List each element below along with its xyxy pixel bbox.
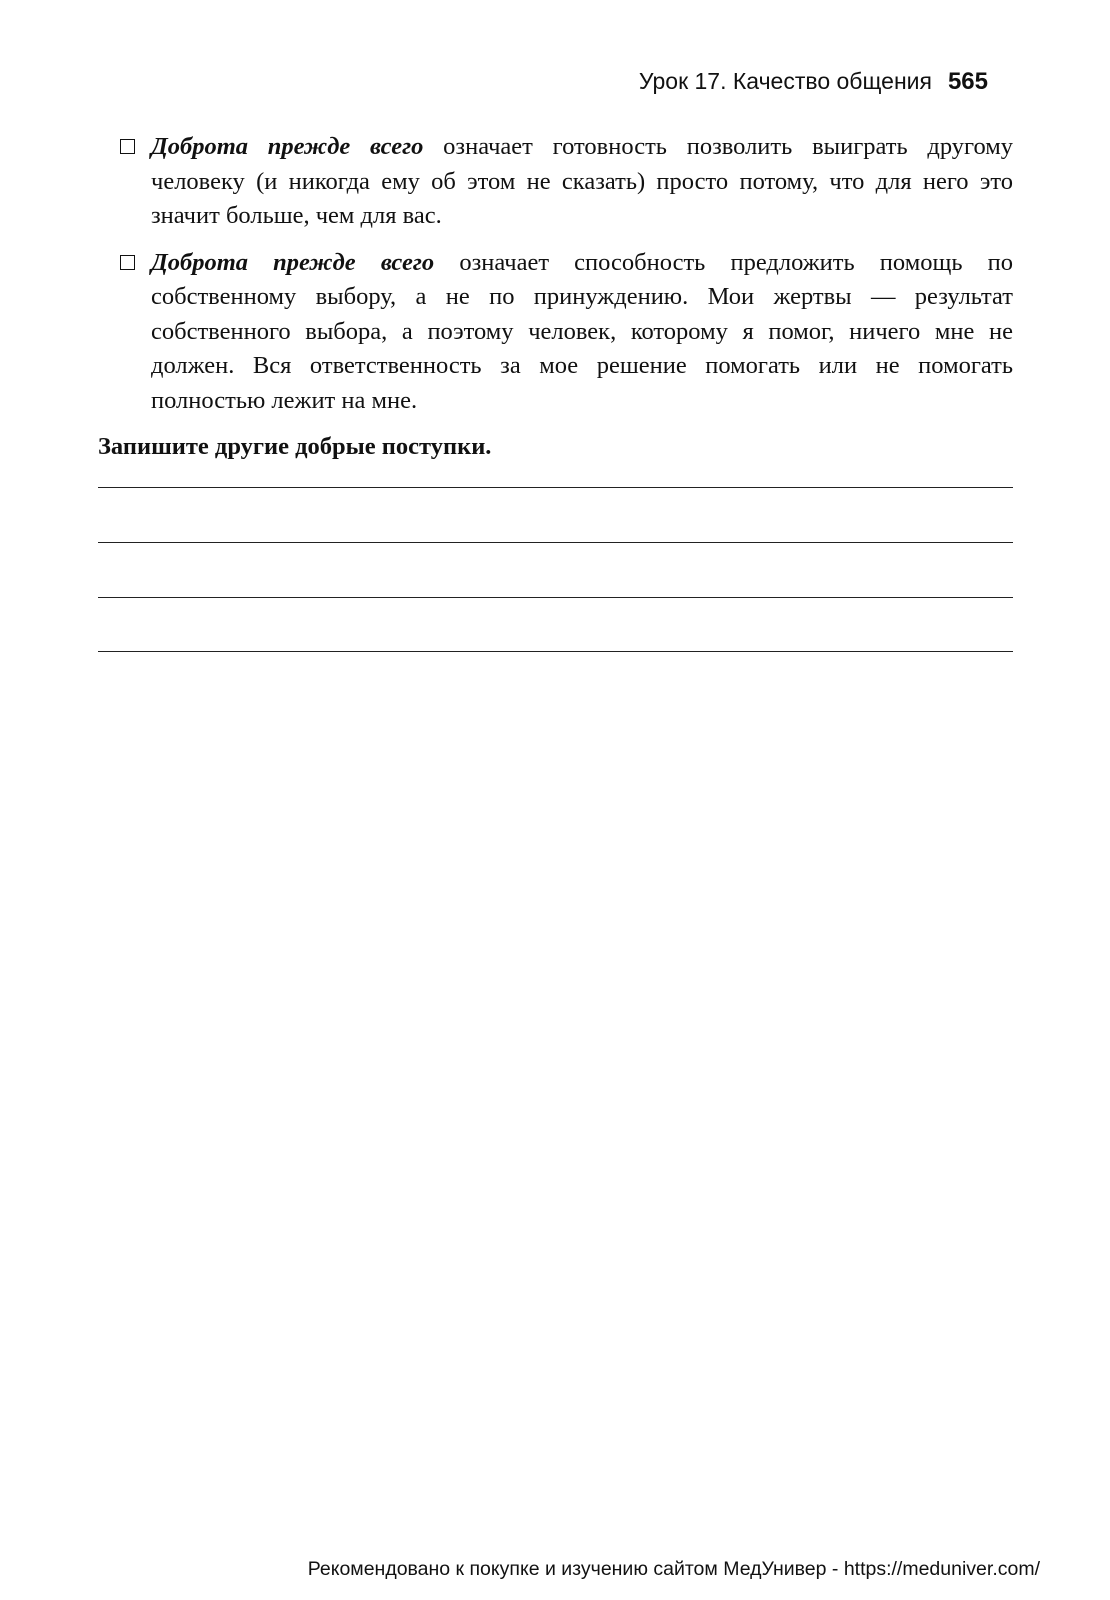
item-lead: Доброта прежде всего [151,248,435,276]
checkbox[interactable] [120,139,135,154]
chapter-title: Урок 17. Качество общения [638,68,932,94]
checkbox[interactable] [120,255,135,270]
item-lead: Доброта прежде всего [151,133,424,160]
answer-line[interactable] [98,651,1013,652]
checklist-item [120,130,1013,234]
kindness-checklist [120,130,1013,430]
answer-line[interactable] [98,597,1013,598]
footer-note: Рекомендовано к покупке и изучению сайтом МедУнивер - https://meduniver.com/ [307,1558,1040,1580]
page-number: 565 [947,68,988,95]
running-header [639,70,988,94]
answer-line[interactable] [98,487,1013,488]
answer-line[interactable] [98,542,1013,543]
checklist-item [120,246,1013,419]
item-body: означает готовность позволить выиграть другому человеку (и никогда ему об этом не сказать) просто потому, что для него это значит больше, чем для вас. [151,133,1014,229]
checklist-item-text [151,130,1013,234]
checklist-item-text [151,246,1013,419]
item-body: означает способность предложить помощь по собственному выбору, а не по принуждению. Мои жертвы — результат собственного выбора, а поэтому человек, которому я помог, ничего мне не должен. Вся ответственность за мое решение помогать или не помогать полностью лежит на мне. [151,248,1014,414]
writing-prompt: Запишите другие добрые поступки. [98,433,492,460]
